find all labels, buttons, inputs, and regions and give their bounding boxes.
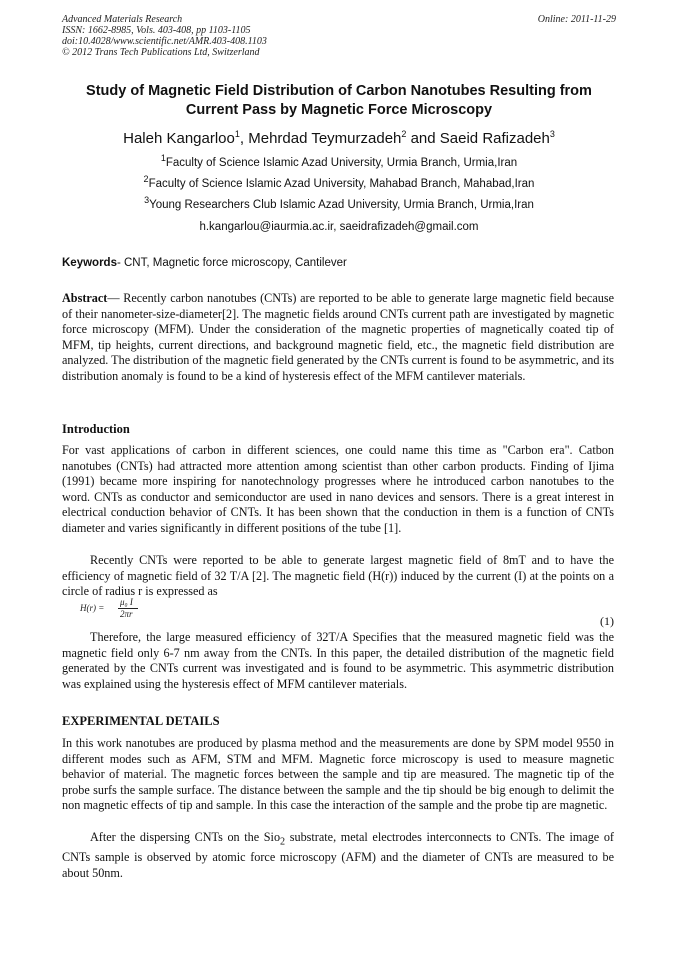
equation-lhs: H(r) = (80, 603, 105, 613)
equation-number: (1) (600, 614, 614, 628)
affiliation (62, 174, 616, 191)
subscript-2: 2 (280, 836, 286, 848)
intro-paragraph-2: Recently CNTs were reported to be able to generate largest magnetic field of 8mT and to have the efficiency of magnetic field of 32 T/A [2]. The magnetic field (H(r)) induced by the current (I) at the points on a circle of radius r is expressed as (62, 553, 614, 599)
equation-numerator: μ₀ I (120, 597, 133, 607)
abstract-text: — Recently carbon nanotubes (CNTs) are reported to be able to generate large magnetic field because of their nanometer-size-diameter[2]. The magnetic fields around CNTs current path are investigated by magnetic force microscopy (MFM). Under the consideration of the magnetic properties of magnetically coated tip of MFM, tip heights, current directions, and background magnetic field, etc., the magnetic field distribution are analyzed. The distribution of the magnetic field generated by the CNTs current is found to be asymmetric, and its distribution anomaly is found to be a kind of hysteresis effect of the MFM cantilever materials. (62, 291, 614, 383)
keywords-text: - CNT, Magnetic force microscopy, Cantilever (116, 257, 347, 269)
author-name: Mehrdad Teymurzadeh (248, 130, 402, 147)
affiliation (62, 153, 616, 170)
affiliation (62, 195, 616, 212)
intro-paragraph-3: Therefore, the large measured efficiency of 32T/A Specifies that the measured magnetic field was the magnetic field only 6-7 nm away from the CNTs. In this paper, the detailed distribution of the magnetic field generated by the CNTs current was investigated and is found to be asymmetric. This asymmetric distribution was explained using the hysteresis effect of MFM cantilever materials. (62, 630, 614, 691)
affiliation-text: Faculty of Science Islamic Azad University, Mahabad Branch, Mahabad,Iran (148, 178, 535, 190)
journal-copyright: © 2012 Trans Tech Publications Ltd, Switzerland (62, 47, 260, 58)
section-heading-introduction: Introduction (62, 422, 130, 436)
affiliation-mark: 2 (143, 174, 149, 185)
author-affiliation-mark: 2 (401, 129, 407, 139)
equation-denominator: 2πr (120, 609, 133, 619)
journal-doi: doi:10.4028/www.scientific.net/AMR.403-408.1103 (62, 36, 267, 47)
affiliation-mark: 3 (144, 195, 150, 206)
abstract (62, 291, 614, 385)
journal-header (62, 14, 482, 58)
keywords-label: Keywords (62, 257, 117, 269)
intro-paragraph-1: For vast applications of carbon in different sciences, one could name this time as "Carbon era". Catbon nanotubes (CNTs) had attracted more attention among scientist than other carbon products. Finding of Ijima (1991) became more inspiring for nanotechnology progresses where he introduced carbon nanotubes to the word. CNTs as conductor and semiconductor are used in nano devices and sensors. There is a great interest in electrical conduction behavior of CNTs. It has been shown that the conduction in them is a function of CNTs diameter and varies significantly in different positions of the tube [1]. (62, 443, 614, 535)
affiliation-text: Young Researchers Club Islamic Azad University, Urmia Branch, Urmia,Iran (149, 199, 534, 211)
author-name: Saeid Rafizadeh (439, 130, 550, 147)
author-emails: h.kangarlou@iaurmia.ac.ir, saeidrafizadeh@gmail.com (199, 221, 479, 233)
author-list (62, 129, 616, 149)
keywords (62, 256, 616, 270)
author-separator: , (239, 130, 249, 147)
experimental-text: After the dispersing CNTs on the Sio (90, 830, 281, 844)
author-separator: and (406, 130, 440, 147)
author-affiliation-mark: 1 (234, 129, 240, 139)
abstract-label: Abstract (62, 291, 108, 305)
experimental-paragraph-2 (62, 830, 614, 881)
author-name: Haleh Kangarloo (123, 130, 235, 147)
experimental-text: substrate, metal electrodes interconnects to CNTs. The image of CNTs sample is observed by atomic force microscopy (AFM) and the diameter of CNTs are measured to be about 50nm. (62, 830, 614, 880)
journal-issn: ISSN: 1662-8985, Vols. 403-408, pp 1103-1105 (62, 25, 251, 36)
equation-1 (80, 597, 140, 621)
online-date: Online: 2011-11-29 (537, 14, 616, 25)
author-affiliation-mark: 3 (549, 129, 555, 139)
affiliation-text: Faculty of Science Islamic Azad University, Urmia Branch, Urmia,Iran (165, 157, 518, 169)
affiliation-mark: 1 (160, 153, 166, 164)
experimental-paragraph-1: In this work nanotubes are produced by plasma method and the measurements are done by SPM model 9550 in different modes such as AFM, STM and MFM. Magnetic force microscopy is used to measure magnetic behavior of material. The magnetic forces between the sample and tip are measured. The magnetic tip of the probe surfs the sample surface. The distance between the sample and the tip should be big enough to delimit the non magnetic effects of tip and sample. In this case the interaction of the sample and the probe tip are magnetic. (62, 736, 614, 813)
section-heading-experimental: EXPERIMENTAL DETAILS (62, 714, 220, 728)
paper-title: Study of Magnetic Field Distribution of Carbon Nanotubes Resulting from Current Pass by Magnetic Force Microscopy (86, 83, 592, 118)
journal-name: Advanced Materials Research (62, 14, 183, 25)
